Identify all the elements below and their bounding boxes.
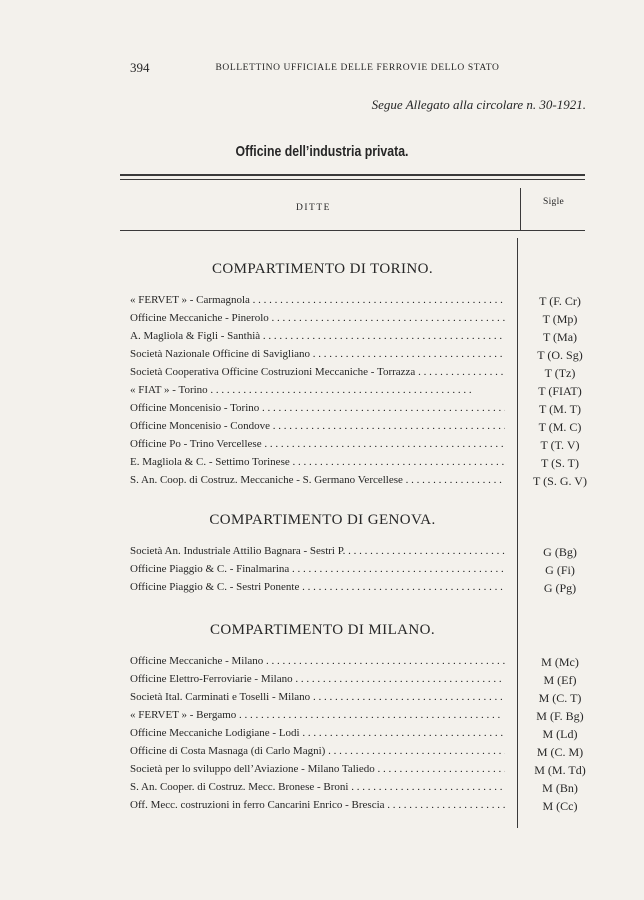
firm-name: Società Ital. Carminati e Toselli - Milano . . . [130,691,505,703]
firm-name: Società Cooperativa Officine Costruzioni Meccaniche - Torrazza . . . [130,366,505,378]
firm-name: S. An. Cooper. di Costruz. Mecc. Bronese - Broni . . . [130,781,505,793]
list-item [130,438,605,455]
column-divider-header [520,188,521,230]
firm-code: M (Ef) [543,673,577,687]
firm-code: T (O. Sg) [537,348,583,362]
list-item [130,709,605,726]
list-item [130,673,605,690]
section-title: Officine dell’industria privata. [235,143,409,160]
firm-name: « FIAT » - Torino . . . [130,384,505,396]
firm-name: Società An. Industriale Attilio Bagnara - Sestri P. . . . [130,545,505,557]
list-item [130,294,605,311]
firm-name: Off. Mecc. costruzioni in ferro Cancarini Enrico - Brescia . . . [130,799,505,811]
firm-code: T (T. V) [540,438,580,452]
list-item [130,655,605,672]
firm-code: G (Bg) [543,545,577,559]
firm-code: T (M. T) [539,402,581,416]
list-item [130,312,605,329]
firm-code: G (Pg) [543,581,577,595]
firm-code: T (F. Cr) [539,294,581,308]
list-item [130,763,605,780]
list-item [130,563,605,580]
firm-name: Società per lo sviluppo dell’Aviazione - Milano Taliedo . . . [130,763,505,775]
firm-name: Società Nazionale Officine di Savigliano . . . [130,348,505,360]
firm-code: M (C. M) [536,745,584,759]
firm-name: Officine di Costa Masnaga (di Carlo Magni) . . . [130,745,505,757]
firm-code: M (Cc) [542,799,578,813]
firm-code: M (F. Bg) [536,709,584,723]
firm-code: T (M. C) [538,420,582,434]
firm-name: « FERVET » - Bergamo . . . [130,709,505,721]
list-item [130,781,605,798]
firm-code: T (Ma) [542,330,578,344]
firm-code: M (Bn) [542,781,578,795]
firm-code: M (C. T) [538,691,582,705]
firm-name: Officine Meccaniche Lodigiane - Lodi . . . [130,727,505,739]
table-header-rule [120,230,585,231]
firm-code: T (Mp) [542,312,578,326]
list-item [130,420,605,437]
firm-name: « FERVET » - Carmagnola . . . [130,294,505,306]
column-header-codes: Sigle [543,197,565,207]
list-item [130,384,605,401]
firm-name: Officine Moncenisio - Condove . . . [130,420,505,432]
department-title-genova: COMPARTIMENTO DI GENOVA. [209,512,436,528]
firm-name: S. An. Coop. di Costruz. Meccaniche - S. Germano Vercellese . . . [130,474,505,486]
list-item [130,366,605,383]
journal-title: BOLLETTINO UFFICIALE DELLE FERROVIE DELLO STATO [215,63,500,73]
firm-name: Officine Meccaniche - Milano . . . [130,655,505,667]
firm-code: M (Ld) [542,727,578,741]
list-item [130,456,605,473]
firm-code: M (Mc) [541,655,579,669]
list-item [130,799,605,816]
firm-code: T (Tz) [544,366,576,380]
firm-name: Officine Meccaniche - Pinerolo . . . [130,312,505,324]
department-title-torino: COMPARTIMENTO DI TORINO. [211,261,434,277]
department-title-milano: COMPARTIMENTO DI MILANO. [210,622,435,638]
list-item [130,745,605,762]
list-item [130,545,605,562]
continuation-note: Segue Allegato alla circolare n. 30-1921. [371,97,586,112]
column-header-firms: DITTE [296,203,331,213]
list-item [130,474,605,491]
firm-name: Officine Piaggio & C. - Finalmarina . . . [130,563,505,575]
list-item [130,330,605,347]
firm-name: A. Magliola & Figli - Santhià . . . [130,330,505,342]
firm-code: G (Fi) [545,563,575,577]
firm-name: Officine Po - Trino Vercellese . . . [130,438,505,450]
table-top-rule-thick [120,174,585,176]
list-item [130,581,605,598]
firm-name: Officine Piaggio & C. - Sestri Ponente . . . [130,581,505,593]
firm-code: T (S. T) [541,456,579,470]
firm-name: Officine Elettro-Ferroviarie - Milano . . . [130,673,505,685]
firm-code: T (FIAT) [538,384,582,398]
list-item [130,402,605,419]
list-item [130,691,605,708]
page-number: 394 [130,60,150,75]
firm-code: T (S. G. V) [533,474,587,488]
page-header [130,60,585,78]
list-item [130,727,605,744]
firm-name: E. Magliola & C. - Settimo Torinese . . . [130,456,505,468]
list-item [130,348,605,365]
firm-code: M (M. Td) [534,763,586,777]
table-top-rule-thin [120,179,585,180]
firm-name: Officine Moncenisio - Torino . . . [130,402,505,414]
